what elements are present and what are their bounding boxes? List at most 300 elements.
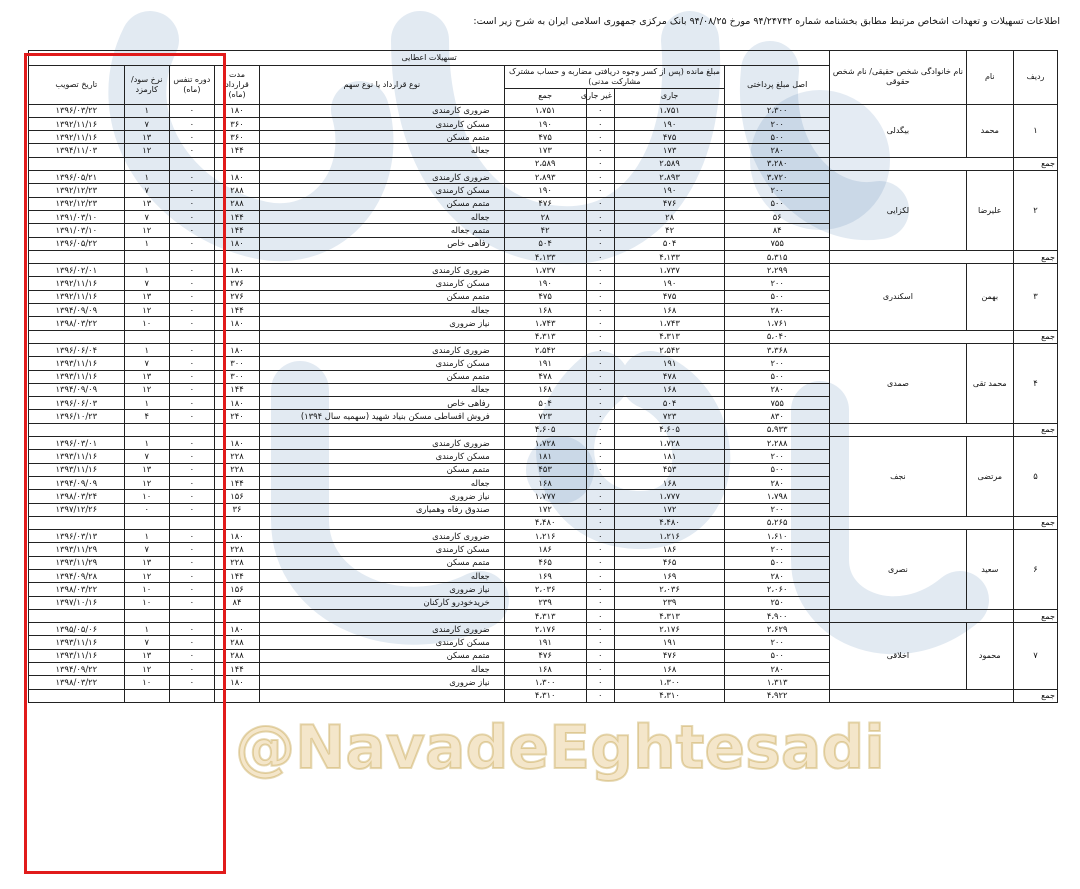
approval-date-cell: ۱۳۹۶/۰۶/۰۴ [29,343,125,356]
contract-type-cell: جعاله [260,144,505,157]
non-current-cell: ۰ [586,543,614,556]
total-principal-cell: ۵،۳۱۵ [725,250,830,263]
principal-cell: ۵۰۰ [725,131,830,144]
total-cell: ۲،۰۳۶ [504,583,586,596]
duration-cell: ۲۸۸ [214,636,259,649]
rate-cell: ۱۰ [124,490,169,503]
approval-date-cell: ۱۳۹۲/۱۱/۱۶ [29,290,125,303]
rate-cell: ۱۳ [124,290,169,303]
contract-type-cell: مسکن کارمندی [260,277,505,290]
total-principal-cell: ۵،۹۳۳ [725,423,830,436]
header-current: جاری [614,89,724,104]
rate-cell: ۱ [124,530,169,543]
grace-cell: ۰ [169,171,214,184]
non-current-cell: ۰ [586,224,614,237]
non-current-cell: ۰ [586,530,614,543]
total-empty-cell [169,609,214,622]
rate-cell: ۱۳ [124,649,169,662]
current-cell: ۲،۸۹۳ [614,171,724,184]
grace-cell: ۰ [169,357,214,370]
approval-date-cell: ۱۳۹۲/۱۱/۱۶ [29,131,125,144]
approval-date-cell: ۱۳۹۶/۰۳/۱۳ [29,530,125,543]
rate-cell: ۱۲ [124,224,169,237]
total-cell: ۱۶۸ [504,383,586,396]
contract-type-cell: جعاله [260,663,505,676]
total-row [29,423,1058,436]
contract-type-cell: نیاز ضروری [260,583,505,596]
total-non-current-cell: ۰ [586,423,614,436]
total-cell: ۱۶۸ [504,476,586,489]
non-current-cell: ۰ [586,277,614,290]
header-approval-date: تاریخ تصویب [29,66,125,104]
contract-type-cell: متمم مسکن [260,197,505,210]
duration-cell: ۳۰۰ [214,357,259,370]
principal-cell: ۵۰۰ [725,463,830,476]
current-cell: ۴۶۵ [614,556,724,569]
first-name-cell: محمود [966,623,1013,689]
total-empty-cell [124,250,169,263]
grace-cell: ۰ [169,410,214,423]
header-rate: نرخ سود/کارمزد [124,66,169,104]
grace-cell: ۰ [169,503,214,516]
approval-date-cell: ۱۳۹۸/۰۳/۲۲ [29,583,125,596]
grace-cell: ۰ [169,317,214,330]
duration-cell: ۱۸۰ [214,237,259,250]
grace-cell: ۰ [169,437,214,450]
contract-type-cell: متمم مسکن [260,649,505,662]
row-number-cell: ۴ [1013,343,1057,423]
total-non-current-cell: ۰ [586,609,614,622]
total-empty-cell [260,609,505,622]
duration-cell: ۱۵۶ [214,583,259,596]
total-row [29,157,1058,170]
current-cell: ۴۲ [614,224,724,237]
contract-type-cell: نیاز ضروری [260,676,505,689]
current-cell: ۱۹۱ [614,357,724,370]
grace-cell: ۰ [169,144,214,157]
total-row [29,609,1058,622]
total-cell: ۲۸ [504,210,586,223]
grace-cell: ۰ [169,476,214,489]
rate-cell: ۷ [124,357,169,370]
total-empty-cell [214,157,259,170]
grace-cell: ۰ [169,649,214,662]
principal-cell: ۵۰۰ [725,649,830,662]
rate-cell: ۱۳ [124,131,169,144]
total-cell: ۱۸۱ [504,450,586,463]
rate-cell: ۱۳ [124,556,169,569]
current-cell: ۵۰۴ [614,397,724,410]
total-empty-cell [214,516,259,529]
rate-cell: ۱ [124,397,169,410]
principal-cell: ۵۰۰ [725,197,830,210]
last-name-cell: اسکندری [830,264,966,330]
principal-cell: ۲۰۰ [725,277,830,290]
rate-cell: ۷ [124,277,169,290]
duration-cell: ۲۸۸ [214,649,259,662]
current-cell: ۱۷۳ [614,144,724,157]
total-cell: ۱۷۲ [504,503,586,516]
duration-cell: ۱۴۴ [214,476,259,489]
current-cell: ۱۹۰ [614,277,724,290]
contract-type-cell: متمم مسکن [260,556,505,569]
grace-cell: ۰ [169,397,214,410]
contract-type-cell: مسکن کارمندی [260,450,505,463]
current-cell: ۱۶۸ [614,476,724,489]
non-current-cell: ۰ [586,370,614,383]
rate-cell: ۱ [124,437,169,450]
rate-cell: ۱۰ [124,583,169,596]
first-name-cell: بهمن [966,264,1013,330]
row-number-cell: ۳ [1013,264,1057,330]
principal-cell: ۲۸۰ [725,144,830,157]
total-empty-cell [260,516,505,529]
total-cell: ۱۶۹ [504,569,586,582]
last-name-cell: لکزایی [830,171,966,251]
total-label-cell: جمع [1013,423,1057,436]
non-current-cell: ۰ [586,343,614,356]
rate-cell: ۷ [124,636,169,649]
approval-date-cell: ۱۳۹۲/۱۲/۲۳ [29,184,125,197]
approval-date-cell: ۱۳۹۳/۱۱/۱۶ [29,463,125,476]
duration-cell: ۱۸۰ [214,397,259,410]
approval-date-cell: ۱۳۹۶/۰۲/۰۱ [29,264,125,277]
approval-date-cell: ۱۳۹۳/۱۱/۱۶ [29,357,125,370]
duration-cell: ۳۰۰ [214,370,259,383]
total-cell: ۱۸۶ [504,543,586,556]
approval-date-cell: ۱۳۹۷/۱۲/۲۶ [29,503,125,516]
duration-cell: ۱۸۰ [214,437,259,450]
principal-cell: ۱،۷۶۱ [725,317,830,330]
header-contract-type: نوع قرارداد یا نوع سهم [260,66,505,104]
duration-cell: ۱۸۰ [214,530,259,543]
principal-cell: ۱،۳۱۳ [725,676,830,689]
row-number-cell: ۱ [1013,104,1057,157]
grace-cell: ۰ [169,210,214,223]
total-empty-cell [169,250,214,263]
current-cell: ۱،۷۵۱ [614,104,724,117]
rate-cell: ۱ [124,623,169,636]
grace-cell: ۰ [169,237,214,250]
total-cell: ۱،۷۲۸ [504,437,586,450]
total-empty-cell [214,330,259,343]
total-row [29,250,1058,263]
grace-cell: ۰ [169,569,214,582]
non-current-cell: ۰ [586,503,614,516]
grace-cell: ۰ [169,463,214,476]
intro-text: اطلاعات تسهیلات و تعهدات اشخاص مرتبط مطابق بخشنامه شماره ۹۴/۲۴۷۴۲ مورخ ۹۴/۰۸/۲۵ بانک مرکزی جمهوری اسلامی ایران به شرح زیر است: [473,16,1060,27]
non-current-cell: ۰ [586,437,614,450]
contract-type-cell: نیاز ضروری [260,317,505,330]
principal-cell: ۵۰۰ [725,290,830,303]
grace-cell: ۰ [169,264,214,277]
rate-cell: ۱۰ [124,317,169,330]
current-cell: ۱،۳۰۰ [614,676,724,689]
total-sum-cell: ۴،۳۱۳ [504,330,586,343]
grace-cell: ۰ [169,663,214,676]
row-number-cell: ۶ [1013,530,1057,610]
duration-cell: ۱۴۴ [214,224,259,237]
total-empty-cell [29,609,125,622]
total-cell: ۴۷۸ [504,370,586,383]
non-current-cell: ۰ [586,304,614,317]
non-current-cell: ۰ [586,397,614,410]
current-cell: ۲۸ [614,210,724,223]
contract-type-cell: مسکن کارمندی [260,543,505,556]
total-spacer-cell [830,157,1014,170]
total-label-cell: جمع [1013,330,1057,343]
non-current-cell: ۰ [586,463,614,476]
duration-cell: ۱۸۰ [214,264,259,277]
rate-cell: ۷ [124,117,169,130]
header-first-name: نام [966,51,1013,105]
current-cell: ۴۷۵ [614,290,724,303]
total-empty-cell [169,516,214,529]
table-body [29,104,1058,702]
contract-type-cell: فروش اقساطی مسکن بنیاد شهید (سهمیه سال ۱۳۹۴) [260,410,505,423]
last-name-cell: صمدی [830,343,966,423]
approval-date-cell: ۱۳۹۴/۰۹/۰۹ [29,304,125,317]
total-sum-cell: ۴،۳۱۰ [504,689,586,702]
approval-date-cell: ۱۳۹۴/۰۹/۰۹ [29,383,125,396]
total-cell: ۱،۳۰۰ [504,676,586,689]
approval-date-cell: ۱۳۹۸/۰۳/۲۲ [29,317,125,330]
total-empty-cell [214,609,259,622]
duration-cell: ۲۷۶ [214,290,259,303]
total-empty-cell [124,689,169,702]
principal-cell: ۸۳۰ [725,410,830,423]
total-principal-cell: ۵،۰۴۰ [725,330,830,343]
total-label-cell: جمع [1013,609,1057,622]
table-header [29,51,1058,105]
non-current-cell: ۰ [586,410,614,423]
non-current-cell: ۰ [586,476,614,489]
rate-cell: ۴ [124,410,169,423]
approval-date-cell: ۱۳۹۶/۰۶/۰۳ [29,397,125,410]
duration-cell: ۳۶۰ [214,131,259,144]
total-cell: ۱،۷۳۷ [504,264,586,277]
principal-cell: ۲۸۰ [725,383,830,396]
non-current-cell: ۰ [586,131,614,144]
contract-type-cell: مسکن کارمندی [260,184,505,197]
total-empty-cell [29,330,125,343]
total-row [29,330,1058,343]
current-cell: ۱۶۸ [614,663,724,676]
duration-cell: ۸۴ [214,596,259,609]
principal-cell: ۵۰۰ [725,556,830,569]
duration-cell: ۲۲۸ [214,463,259,476]
contract-type-cell: خریدخودرو کارکنان [260,596,505,609]
approval-date-cell: ۱۳۹۳/۱۱/۱۶ [29,370,125,383]
total-empty-cell [214,423,259,436]
total-cell: ۲،۵۴۲ [504,343,586,356]
duration-cell: ۱۸۰ [214,676,259,689]
non-current-cell: ۰ [586,264,614,277]
contract-type-cell: جعاله [260,569,505,582]
non-current-cell: ۰ [586,569,614,582]
non-current-cell: ۰ [586,317,614,330]
total-spacer-cell [830,330,1014,343]
contract-type-cell: مسکن کارمندی [260,636,505,649]
current-cell: ۱۷۲ [614,503,724,516]
approval-date-cell: ۱۳۹۸/۰۳/۲۴ [29,490,125,503]
header-non-current: غیر جاری [586,89,614,104]
non-current-cell: ۰ [586,184,614,197]
rate-cell: ۱۳ [124,370,169,383]
approval-date-cell: ۱۳۹۶/۰۵/۲۲ [29,237,125,250]
total-sum-cell: ۲،۵۸۹ [504,157,586,170]
approval-date-cell: ۱۳۹۶/۱۰/۲۳ [29,410,125,423]
contract-type-cell: جعاله [260,383,505,396]
contract-type-cell: متمم مسکن [260,463,505,476]
principal-cell: ۵۶ [725,210,830,223]
non-current-cell: ۰ [586,197,614,210]
contract-type-cell: جعاله [260,476,505,489]
total-empty-cell [124,330,169,343]
non-current-cell: ۰ [586,450,614,463]
grace-cell: ۰ [169,583,214,596]
total-label-cell: جمع [1013,157,1057,170]
total-cell: ۱۷۳ [504,144,586,157]
total-empty-cell [29,250,125,263]
duration-cell: ۱۴۴ [214,569,259,582]
principal-cell: ۲۸۰ [725,663,830,676]
duration-cell: ۲۲۸ [214,450,259,463]
approval-date-cell: ۱۳۹۱/۰۳/۱۰ [29,224,125,237]
current-cell: ۲،۱۷۶ [614,623,724,636]
grace-cell: ۰ [169,383,214,396]
total-cell: ۴۷۵ [504,131,586,144]
current-cell: ۲،۵۴۲ [614,343,724,356]
contract-type-cell: رفاهی خاص [260,237,505,250]
contract-type-cell: ضروری کارمندی [260,437,505,450]
total-cell: ۲،۸۹۳ [504,171,586,184]
total-cell: ۱،۷۵۱ [504,104,586,117]
total-non-current-cell: ۰ [586,250,614,263]
rate-cell: ۱۳ [124,463,169,476]
current-cell: ۱،۷۷۷ [614,490,724,503]
header-row-number: ردیف [1013,51,1057,105]
total-cell: ۵۰۴ [504,397,586,410]
first-name-cell: علیرضا [966,171,1013,251]
contract-type-cell: رفاهی خاص [260,397,505,410]
duration-cell: ۲۲۸ [214,543,259,556]
current-cell: ۴۷۵ [614,131,724,144]
approval-date-cell: ۱۳۹۲/۱۱/۱۶ [29,277,125,290]
last-name-cell: نصری [830,530,966,610]
total-empty-cell [260,250,505,263]
total-cell: ۱۶۸ [504,304,586,317]
total-empty-cell [260,157,505,170]
header-duration: مدت قرارداد (ماه) [214,66,259,104]
current-cell: ۴۷۸ [614,370,724,383]
total-cell: ۱۹۰ [504,184,586,197]
total-cell: ۴۷۵ [504,290,586,303]
principal-cell: ۲،۰۶۰ [725,583,830,596]
total-cell: ۴۷۶ [504,649,586,662]
approval-date-cell: ۱۳۹۱/۰۳/۱۰ [29,210,125,223]
non-current-cell: ۰ [586,556,614,569]
total-current-cell: ۴،۴۸۰ [614,516,724,529]
grace-cell: ۰ [169,277,214,290]
principal-cell: ۲۰۰ [725,636,830,649]
total-cell: ۱۹۱ [504,636,586,649]
rate-cell: ۱۲ [124,383,169,396]
row-number-cell: ۵ [1013,437,1057,517]
non-current-cell: ۰ [586,490,614,503]
rate-cell: ۱ [124,264,169,277]
total-current-cell: ۴،۳۱۳ [614,330,724,343]
grace-cell: ۰ [169,530,214,543]
contract-type-cell: ضروری کارمندی [260,343,505,356]
approval-date-cell: ۱۳۹۳/۱۱/۱۶ [29,649,125,662]
watermark-handle: @NavadeEghtesadi [235,713,885,783]
total-cell: ۴۵۳ [504,463,586,476]
non-current-cell: ۰ [586,676,614,689]
rate-cell: ۱۳ [124,197,169,210]
duration-cell: ۱۸۰ [214,343,259,356]
first-name-cell: محمد تقی [966,343,1013,423]
total-principal-cell: ۳،۲۸۰ [725,157,830,170]
table-row [29,171,1058,184]
contract-type-cell: متمم مسکن [260,131,505,144]
non-current-cell: ۰ [586,290,614,303]
grace-cell: ۰ [169,197,214,210]
rate-cell: ۱۲ [124,304,169,317]
grace-cell: ۰ [169,131,214,144]
total-label-cell: جمع [1013,516,1057,529]
contract-type-cell: نیاز ضروری [260,490,505,503]
total-label-cell: جمع [1013,250,1057,263]
current-cell: ۷۲۳ [614,410,724,423]
total-cell: ۵۰۴ [504,237,586,250]
contract-type-cell: ضروری کارمندی [260,530,505,543]
grace-cell: ۰ [169,490,214,503]
non-current-cell: ۰ [586,237,614,250]
approval-date-cell: ۱۳۹۴/۰۹/۲۸ [29,569,125,582]
last-name-cell: نجف [830,437,966,517]
grace-cell: ۰ [169,117,214,130]
principal-cell: ۳،۳۶۸ [725,343,830,356]
grace-cell: ۰ [169,623,214,636]
duration-cell: ۲۸۸ [214,184,259,197]
current-cell: ۴۷۶ [614,197,724,210]
approval-date-cell: ۱۳۹۸/۰۳/۲۲ [29,676,125,689]
total-empty-cell [169,157,214,170]
current-cell: ۱۶۸ [614,304,724,317]
approval-date-cell: ۱۳۹۲/۱۱/۱۶ [29,117,125,130]
contract-type-cell: متمم جعاله [260,224,505,237]
total-current-cell: ۲،۵۸۹ [614,157,724,170]
first-name-cell: محمد [966,104,1013,157]
rate-cell: ۷ [124,184,169,197]
total-empty-cell [169,423,214,436]
rate-cell: ۰ [124,503,169,516]
grace-cell: ۰ [169,290,214,303]
contract-type-cell: متمم مسکن [260,290,505,303]
non-current-cell: ۰ [586,383,614,396]
total-principal-cell: ۵،۲۶۵ [725,516,830,529]
current-cell: ۲،۰۳۶ [614,583,724,596]
total-current-cell: ۴،۶۰۵ [614,423,724,436]
principal-cell: ۲۰۰ [725,357,830,370]
total-row [29,689,1058,702]
total-cell: ۱،۲۱۶ [504,530,586,543]
total-empty-cell [29,423,125,436]
grace-cell: ۰ [169,556,214,569]
duration-cell: ۱۸۰ [214,104,259,117]
total-cell: ۲،۱۷۶ [504,623,586,636]
